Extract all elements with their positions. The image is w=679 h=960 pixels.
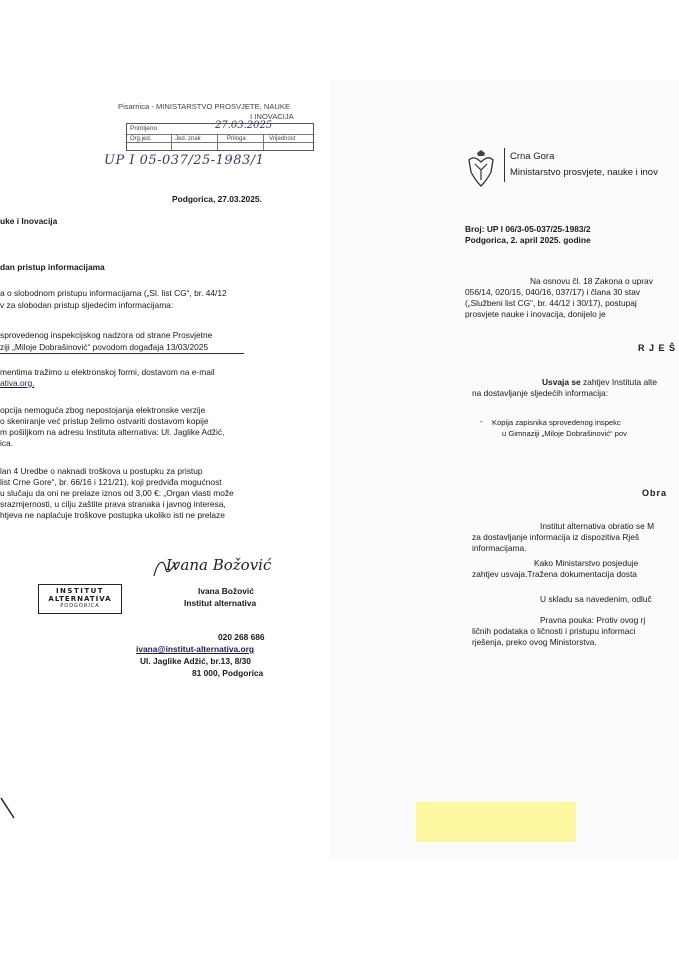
paragraph-line: Na osnovu čl. 18 Zakona o uprav [530,276,653,286]
left-page-request-letter [0,80,318,860]
sender-name: Ivana Božović [198,586,254,596]
bullet-item-line: u Gimnaziji „Miloje Dobrašinović“ pov [502,429,627,438]
requested-item-line: ziji „Miloje Dobrašinović“ povodom događaja 13/03/2025 [0,342,209,352]
margin-pen-mark [0,796,20,822]
stamp-col-priloga: Priloga [227,136,246,142]
paragraph-line: na dostavljanje sljedećih informacija: [472,388,608,398]
stamp-title-line1: Pisarnica - MINISTARSTVO PROSVJETE, NAUKE [118,102,291,111]
sender-phone: 020 268 686 [218,632,265,642]
paragraph-line: lan 4 Uredbe o naknadi troškova u postupku za pristup [0,466,203,476]
paragraph-line: ica. [0,438,14,448]
paragraph-line: srazmjernosti, u cilju zaštite prava stranaka i javnog interesa, [0,499,226,509]
stamp-col-vrijednost: Vrijednost [269,136,296,142]
paragraph-line: a o slobodnom pristupu informacijama („Sl. list CG“, br. 44/12 [0,288,227,298]
item-underline [0,353,244,354]
paragraph-line: Kako Ministarstvo posjeduje [534,558,639,568]
requested-item-line: sprovedenog inspekcijskog nadzora od strane Prosvjetne [0,330,213,340]
paragraph-line: u slučaju da oni ne prelaze iznos od 3,00 €: „Organ vlasti može [0,488,234,498]
bullet-marker: - [480,417,483,426]
handwritten-case-number: UP I 05-037/25-1983/1 [104,153,265,168]
header-country: Crna Gora [510,151,555,162]
letter-subject: dan pristup informacijama [0,262,105,272]
paragraph-line: („Službeni list CG“, br. 44/12 i 30/17), postupaj [465,298,637,308]
sender-address: Ul. Jaglike Adžić, br.13, 8/30 [140,656,251,666]
paragraph-line: htjeva ne naplaćuje troškove postupka ukoliko isti ne prelaze [0,510,225,520]
decision-operative-line: Usvaja se zahtjev Instituta alte [542,377,658,387]
email-link-fragment[interactable]: ativa.org. [0,378,35,388]
decision-date: Podgorica, 2. april 2025. godine [465,235,591,245]
reasoning-heading: Obra [642,488,668,498]
paragraph-line: v za slobodan pristup sljedećim informacijama: [0,300,174,310]
paragraph-line: o skeniranje već pristup želimo ostvariti dostavom kopije [0,416,209,426]
letter-addressee: uke i Inovacija [0,216,58,226]
decision-reference-number: Broj: UP I 06/3-05-037/25-1983/2 [465,224,591,234]
right-page-decision [330,80,679,860]
redaction-highlight-box [416,802,576,842]
paragraph-line: opcija nemoguća zbog nepostojanja elektronske verzije [0,405,206,415]
stamp-title-line2: I INOVACIJA [250,112,294,121]
sender-city: 81 000, Podgorica [192,668,264,678]
sender-organization: Institut alternativa [184,598,257,608]
paragraph-line: U skladu sa navedenim, odluč [540,594,652,604]
paragraph-line: list Crne Gore“, br. 66/16 i 121/21), koji predviđa mogućnost [0,477,222,487]
paragraph-line: prosvjete nauke i inovacija, donijelo je [465,309,606,319]
stamp-col-jedznak: Jed. znak [175,136,201,142]
montenegro-coat-of-arms-icon [465,150,497,188]
signature-flourish [150,556,180,578]
paragraph-line: informacijama. [472,543,527,553]
legal-notice-line: rješenja, preko ovog Ministorstva. [472,637,597,647]
stamp-received-date: 27.03.2025 [215,120,273,131]
sender-email-link[interactable]: ivana@institut-alternativa.org [136,644,254,654]
decision-heading: R J E Š [638,343,677,353]
paragraph-line: zahtjev usvaja.Tražena dokumentacija dosta [472,569,637,579]
header-divider [504,148,505,182]
bullet-item-line: Kopija zapisnika sprovedenog inspekc [492,418,621,427]
legal-notice-line: Pravna pouka: Protiv ovog rj [540,615,646,625]
institut-alternativa-logo: INSTITUT ALTERNATIVA PODGORICA [38,584,122,614]
paragraph-line: m pošiljkom na adresu Instituta alternativa: Ul. Jaglike Adžić, [0,427,225,437]
paragraph-line: 056/14, 020/15, 040/16, 037/17) i člana 30 stav [465,287,641,297]
handwritten-signature: Ivana Božović [166,556,272,574]
stamp-col-orgjed: Org.jed. [130,136,152,142]
registry-stamp [126,120,314,151]
paragraph-line: mentima tražimo u elektronskoj formi, dostavom na e-mail [0,367,215,377]
stamp-received-label: Primljeno [130,125,158,132]
letter-date: Podgorica, 27.03.2025. [172,194,262,204]
legal-notice-line: ličnih podataka o ličnosti i pristupu informaci [472,626,636,636]
paragraph-line: Institut alternativa obratio se M [540,521,655,531]
paragraph-line: za dostavljanje informacija iz dispozitiva Rješ [472,532,640,542]
header-ministry: Ministarstvo prosvjete, nauke i inov [510,167,658,178]
